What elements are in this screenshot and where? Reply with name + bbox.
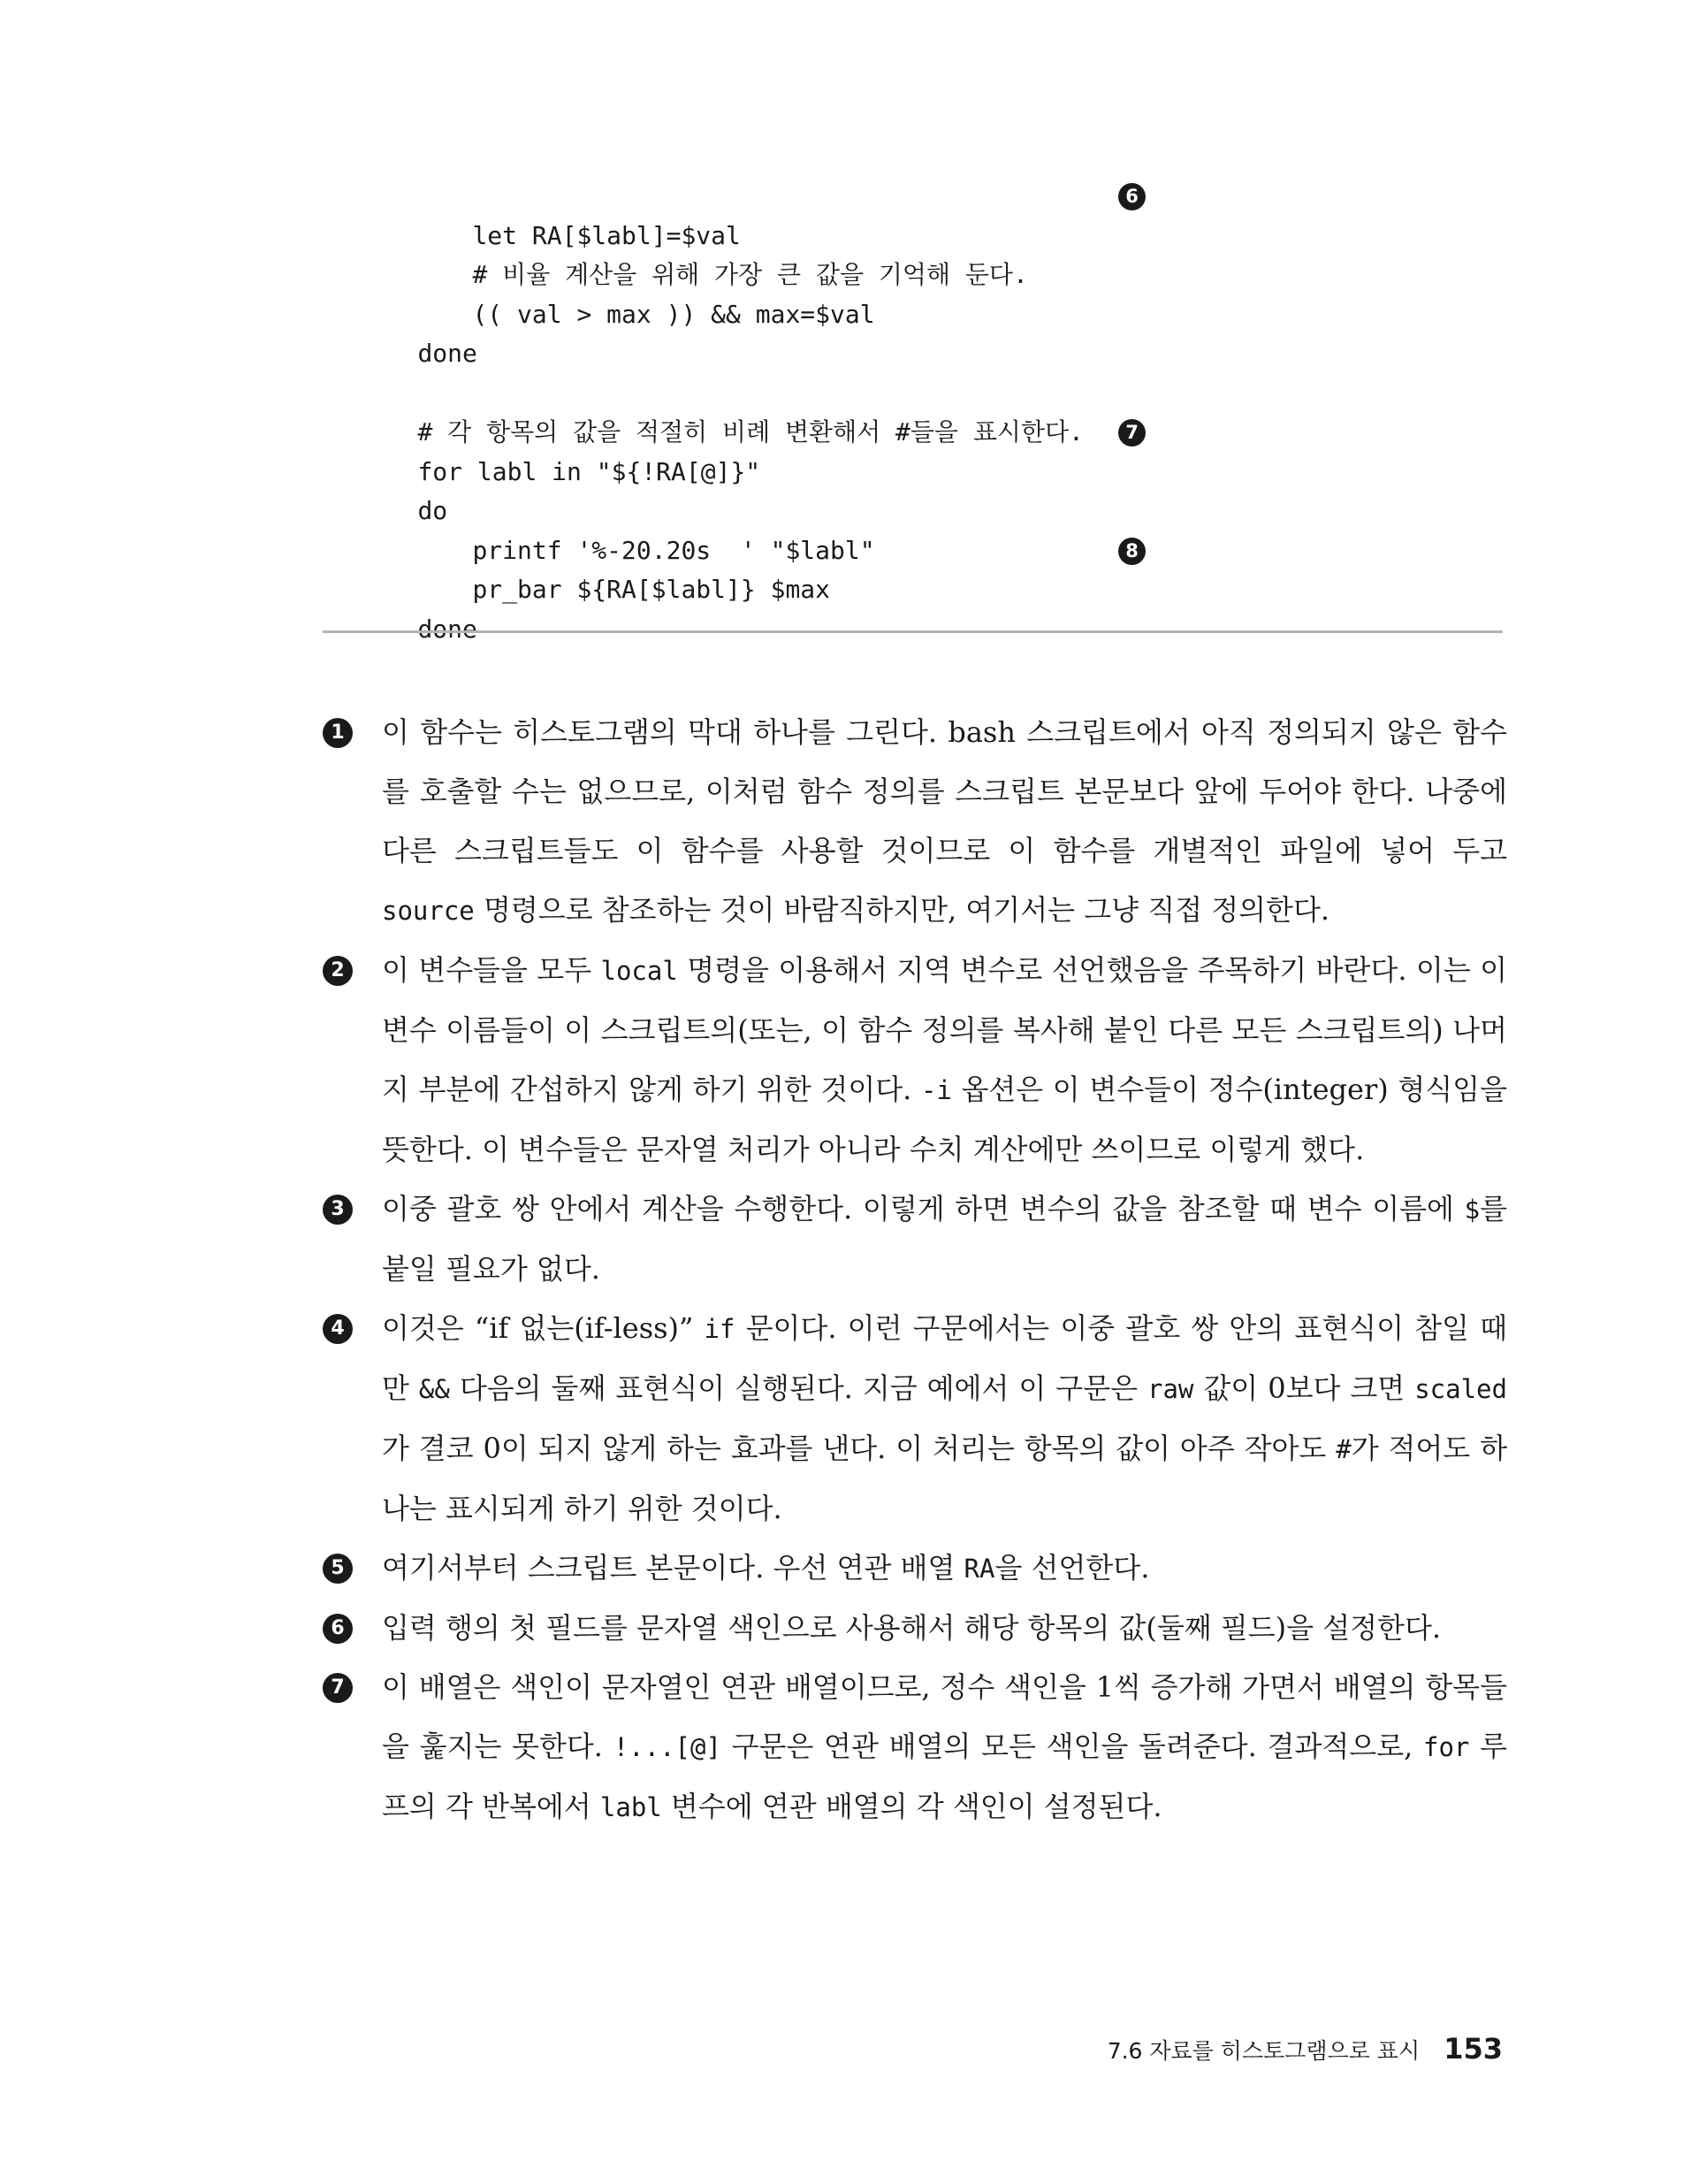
code-line-text: let RA[$labl]=$val: [472, 220, 741, 250]
annotation-text: 이것은 “if 없는(if-less)” if 문이다. 이런 구문에서는 이중 괄호 쌍 안의 표현식이 참일 때만 && 다음의 둘째 표현식이 실행된다. 지금 예에서 이 구문은 raw 값이 0보다 크면 scaled가 결코 0이 되지 않게 하는 효과를 낸다. 이 처리는 항목의 값이 아주 작아도 #가 적어도 하나는 표시되게 하기 위한 것이다.: [382, 1311, 1508, 1525]
callout-1-icon: 1: [323, 718, 353, 748]
code-line-text: printf '%-20.20s ' "$labl": [472, 535, 875, 565]
inline-code: raw: [1147, 1374, 1194, 1404]
annotation-text: 여기서부터 스크립트 본문이다. 우선 연관 배열 RA을 선언한다.: [382, 1551, 1150, 1585]
annotation-item-3: [323, 1180, 1507, 1299]
annotation-item-1: [323, 703, 1507, 941]
annotation-item-6: [323, 1599, 1507, 1658]
annotation-text: 이 변수들을 모두 local 명령을 이용해서 지역 변수로 선언했음을 주목하기 바란다. 이는 이 변수 이름들이 이 스크립트의(또는, 이 함수 정의를 복사해 붙인 다른 모든 스크립트의) 나머지 부분에 간섭하지 않게 하기 위한 것이다. -i 옵션은 이 변수들이 정수(integer) 형식임을 뜻한다. 이 변수들은 문자열 처리가 아니라 수치 계산에만 쓰이므로 이렇게 했다.: [382, 953, 1507, 1166]
inline-code: $: [1464, 1195, 1481, 1225]
code-line: [358, 453, 1207, 525]
annotation-text: 입력 행의 첫 필드를 문자열 색인으로 사용해서 해당 항목의 값(둘째 필드)을 설정한다.: [382, 1611, 1442, 1645]
section-title: 7.6 자료를 히스토그램으로 표시: [1107, 2038, 1421, 2064]
inline-code: #: [1336, 1434, 1352, 1464]
page-footer: [1108, 2032, 1503, 2066]
inline-code: -i: [920, 1075, 952, 1105]
callout-7-icon: 7: [323, 1673, 353, 1703]
inline-code: scaled: [1414, 1374, 1507, 1404]
code-line: [358, 217, 1207, 289]
code-line: [358, 374, 1207, 447]
code-line: [358, 177, 1207, 250]
annotation-item-7: [323, 1658, 1507, 1837]
code-line: [358, 531, 1207, 604]
code-line: [358, 413, 1207, 486]
callout-6-icon: 6: [1118, 183, 1146, 210]
callout-2-icon: 2: [323, 956, 353, 986]
code-line-text: done: [417, 614, 477, 644]
annotation-text: 이 함수는 히스토그램의 막대 하나를 그린다. bash 스크립트에서 아직 정의되지 않은 함수를 호출할 수는 없으므로, 이처럼 함수 정의를 스크립트 본문보다 앞에 두어야 한다. 나중에 다른 스크립트들도 이 함수를 사용할 것이므로 이 함수를 개별적인 파일에 넣어 두고 source 명령으로 참조하는 것이 바람직하지만, 여기서는 그냥 직접 정의한다.: [382, 715, 1507, 927]
annotation-list: [323, 703, 1507, 1837]
code-divider: [323, 630, 1503, 633]
inline-code: source: [382, 896, 475, 926]
inline-code: local: [600, 956, 678, 986]
code-line-text: pr_bar ${RA[$labl]} $max: [472, 575, 831, 604]
annotation-item-4: [323, 1299, 1507, 1539]
annotation-item-5: [323, 1539, 1507, 1599]
code-line: [358, 334, 1207, 374]
code-line-text: # 비율 계산을 위해 가장 큰 값을 기억해 둔다.: [472, 260, 1028, 289]
code-line-text: do: [417, 496, 448, 525]
code-line: [358, 295, 1207, 368]
annotation-text: 이 배열은 색인이 문자열인 연관 배열이므로, 정수 색인을 1씩 증가해 가면서 배열의 항목들을 훑지는 못한다. !...[@] 구문은 연관 배열의 모든 색인을 돌려준다. 결과적으로, for 루프의 각 반복에서 labl 변수에 연관 배열의 각 색인이 설정된다.: [382, 1670, 1507, 1823]
code-line: [358, 492, 1207, 565]
callout-5-icon: 5: [323, 1554, 353, 1584]
page-number: 153: [1444, 2032, 1503, 2066]
callout-4-icon: 4: [323, 1314, 353, 1344]
inline-code: if: [704, 1314, 735, 1344]
code-line-text: done: [417, 339, 477, 368]
inline-code: RA: [964, 1554, 995, 1584]
inline-code: &&: [418, 1374, 450, 1404]
callout-6-icon: 6: [323, 1614, 353, 1644]
callout-8-icon: 8: [1118, 538, 1146, 565]
code-listing: [358, 177, 1207, 644]
callout-7-icon: 7: [1118, 419, 1146, 447]
code-line-text: for labl in "${!RA[@]}": [417, 456, 761, 486]
callout-3-icon: 3: [323, 1195, 353, 1225]
inline-code: !...[@]: [613, 1732, 721, 1762]
annotation-item-2: [323, 941, 1507, 1180]
inline-code: for: [1422, 1732, 1470, 1762]
code-line: [358, 256, 1207, 329]
code-line-text: # 각 항목의 값을 적절히 비례 변환해서 #들을 표시한다.: [417, 417, 1084, 447]
inline-code: labl: [599, 1792, 662, 1822]
annotation-text: 이중 괄호 쌍 안에서 계산을 수행한다. 이렇게 하면 변수의 값을 참조할 때 변수 이름에 $를 붙일 필요가 없다.: [382, 1192, 1507, 1286]
code-line: [358, 570, 1207, 644]
code-line-text: (( val > max )) && max=$val: [472, 299, 875, 329]
